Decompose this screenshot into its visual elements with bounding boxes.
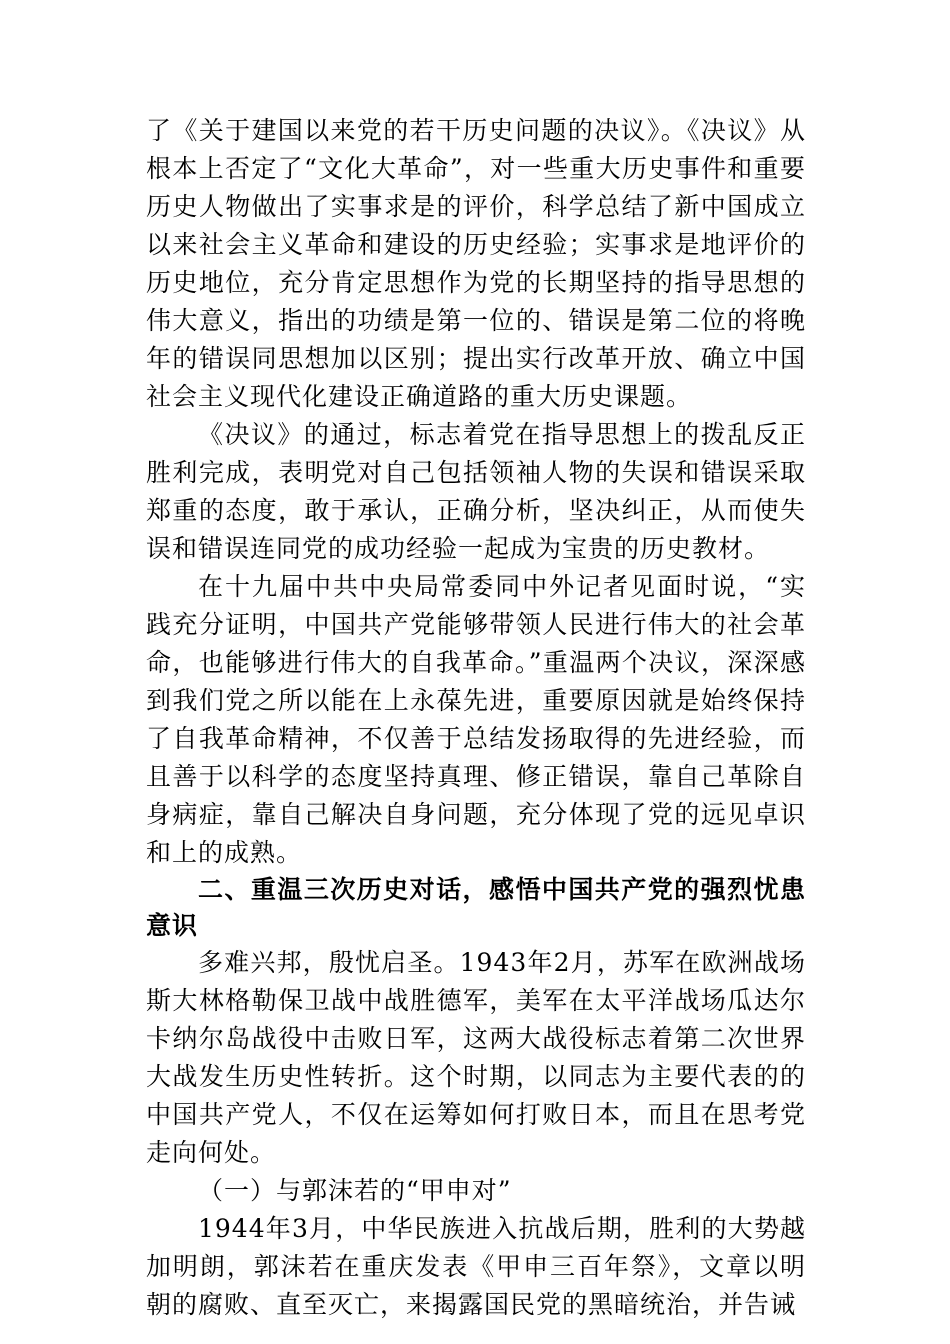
paragraph-resolution-significance: 《决议》的通过，标志着党在指导思想上的拨乱反正胜利完成，表明党对自己包括领袖人物的失误和错误采取郑重的态度，敢于承认，正确分析，坚决纠正，从而使失误和错误连同党的成功经验一起成为宝贵的历史教材。 bbox=[146, 420, 806, 563]
paragraph-historical-context: 多难兴邦，殷忧启圣。1943年2月，苏军在欧洲战场斯大林格勒保卫战中战胜德军，美军在太平洋战场瓜达尔卡纳尔岛战役中击败日军，这两大战役标志着第二次世界大战发生历史性转折。这个时期，以同志为主要代表的的中国共产党人，不仅在运筹如何打败日本，而且在思考党走向何处。 bbox=[146, 948, 806, 1167]
section-heading: 二、重温三次历史对话，感悟中国共产党的强烈忧患意识 bbox=[146, 875, 806, 940]
document-page bbox=[146, 112, 806, 1324]
subsection-heading: （一）与郭沫若的“甲申对” bbox=[198, 1176, 512, 1205]
paragraph-jiashen: 1944年3月，中华民族进入抗战后期，胜利的大势越加明朗，郭沫若在重庆发表《甲申三百年祭》，文章以明朝的腐败、直至灭亡，来揭露国民党的黑暗统治，并告诫 bbox=[146, 1214, 806, 1319]
paragraph-self-revolution: 在十九届中共中央局常委同中外记者见面时说，“实践充分证明，中国共产党能够带领人民进行伟大的社会革命，也能够进行伟大的自我革命。”重温两个决议，深深感到我们党之所以能在上永葆先进，重要原因就是始终保持了自我革命精神，不仅善于总结发扬取得的先进经验，而且善于以科学的态度坚持真理、修正错误，靠自己革除自身病症，靠自己解决自身问题，充分体现了党的远见卓识和上的成熟。 bbox=[146, 572, 806, 867]
paragraph-resolution-summary: 了《关于建国以来党的若干历史问题的决议》。《决议》从根本上否定了“文化大革命”，对一些重大历史事件和重要历史人物做出了实事求是的评价，科学总结了新中国成立以来社会主义革命和建设的历史经验；实事求是地评价的历史地位，充分肯定思想作为党的长期坚持的指导思想的伟大意义，指出的功绩是第一位的、错误是第二位的将晚年的错误同思想加以区别；提出实行改革开放、确立中国社会主义现代化建设正确道路的重大历史课题。 bbox=[146, 116, 806, 411]
